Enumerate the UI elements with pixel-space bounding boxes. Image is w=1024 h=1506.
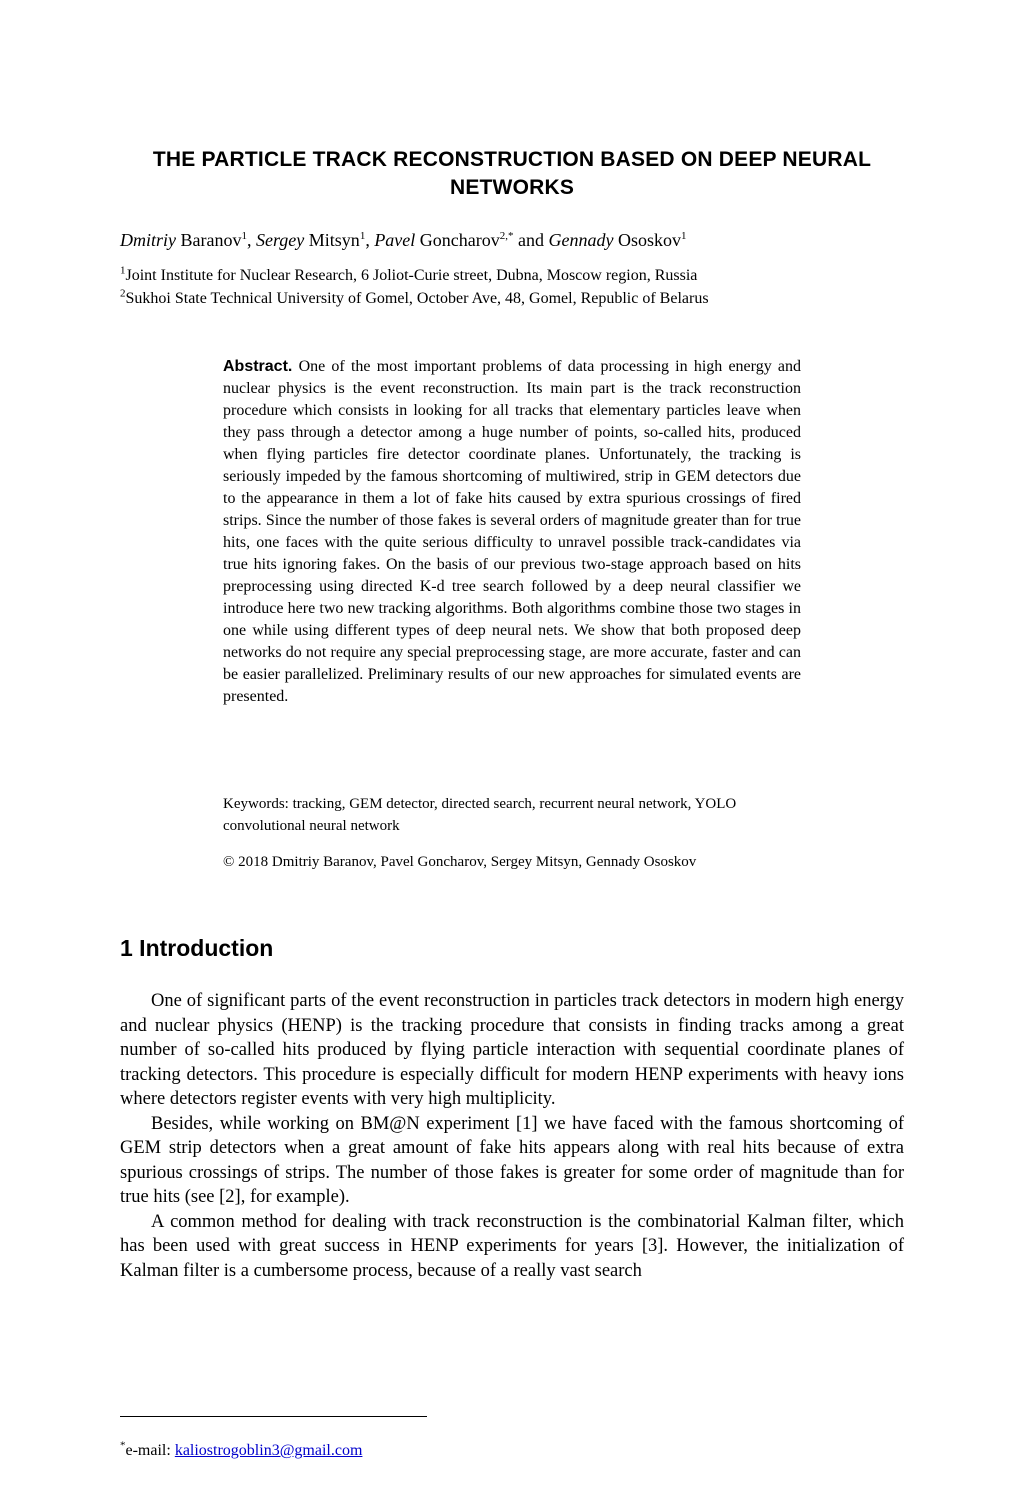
body-paragraph: Besides, while working on BM@N experiment [1] we have faced with the famous shortcoming of GEM strip detectors when a great amount of fake hits appears along with real hits because of extra spurious crossings of strips. The number of those fakes is greater for some order of magnitude than for true hits (see [2], for example). — [120, 1113, 904, 1207]
abstract-label: Abstract. — [223, 358, 293, 375]
paper-title: THE PARTICLE TRACK RECONSTRUCTION BASED ON DEEP NEURAL NETWORKS — [152, 148, 872, 199]
keywords: Keywords: tracking, GEM detector, directed search, recurrent neural network, YOLO convolutional neural network — [223, 796, 737, 834]
author-list — [120, 228, 687, 252]
email-link[interactable]: kaliostrogoblin3@gmail.com — [174, 1442, 363, 1459]
footnote-mark: * — [120, 1439, 126, 1452]
copyright-notice: © 2018 Dmitriy Baranov, Pavel Goncharov, Sergey Mitsyn, Gennady Ososkov — [223, 854, 697, 870]
footnote — [120, 1440, 362, 1462]
author — [120, 230, 247, 250]
body-paragraph: A common method for dealing with track reconstruction is the combinatorial Kalman filter, which has been used with great success in HENP experiments for years [3]. However, the initialization of Kalman filter is a cumbersome process, because of a really vast search — [120, 1211, 904, 1281]
author-affiliation-mark: 1 — [359, 230, 366, 242]
affiliation-number: 1 — [120, 264, 126, 277]
affiliation-text: Sukhoi State Technical University of Gomel, October Ave, 48, Gomel, Republic of Belarus — [125, 290, 709, 307]
affiliation — [120, 288, 709, 310]
affiliation-number: 2 — [120, 287, 126, 300]
author-last-name: Goncharov — [419, 230, 500, 250]
abstract — [223, 356, 801, 708]
author-last-name: Mitsyn — [308, 230, 360, 250]
body-paragraph: One of significant parts of the event reconstruction in particles track detectors in modern high energy and nuclear physics (HENP) is the tracking procedure that consists in finding tracks among a great number of so-called hits produced by flying particle interaction with sequential coordinate planes of tracking detectors. This procedure is especially difficult for modern HENP experiments with heavy ions where detectors register events with very high multiplicity. — [120, 991, 904, 1109]
author-first-name: Sergey — [255, 230, 305, 250]
author-affiliation-mark: 2,* — [499, 230, 514, 242]
author-separator: , — [246, 230, 256, 250]
author-first-name: Pavel — [374, 230, 416, 250]
author — [374, 230, 513, 250]
author — [256, 230, 365, 250]
footnote-divider — [120, 1416, 427, 1417]
footnote-label: e-mail: — [125, 1442, 175, 1459]
section-heading: 1 Introduction — [120, 935, 274, 961]
author-affiliation-mark: 1 — [241, 230, 247, 242]
author — [549, 230, 687, 250]
affiliation-text: Joint Institute for Nuclear Research, 6 Joliot-Curie street, Dubna, Moscow region, Russia — [125, 267, 698, 284]
affiliation — [120, 265, 697, 287]
author-last-name: Ososkov — [618, 230, 682, 250]
author-affiliation-mark: 1 — [681, 230, 687, 242]
author-last-name: Baranov — [180, 230, 242, 250]
section-body — [120, 989, 904, 1283]
author-separator: and — [513, 230, 549, 250]
author-first-name: Dmitriy — [120, 230, 176, 250]
author-separator: , — [365, 230, 375, 250]
abstract-text: One of the most important problems of data processing in high energy and nuclear physics is the event reconstruction. Its main part is the track reconstruction procedure which consists in looking for all tracks that elementary particles leave when they pass through a detector among a huge number of points, so-called hits, produced when flying particles fire detector coordinate planes. Unfortunately, the tracking is seriously impeded by the famous shortcoming of multiwired, strip in GEM detectors due to the appearance in them a lot of fake hits caused by extra spurious crossings of fired strips. Since the number of those fakes is several orders of magnitude greater than for true hits, one faces with the quite serious difficulty to unravel possible track-candidates via true hits ignoring fakes. On the basis of our previous two-stage approach based on hits preprocessing using directed K-d tree search followed by a deep neural classifier we introduce here two new tracking algorithms. Both algorithms combine those two stages in one while using different types of deep neural nets. We show that both proposed deep networks do not require any special preprocessing stage, are more accurate, faster and can be easier parallelized. Preliminary results of our new approaches for simulated events are presented. — [223, 358, 802, 705]
author-first-name: Gennady — [548, 230, 614, 250]
